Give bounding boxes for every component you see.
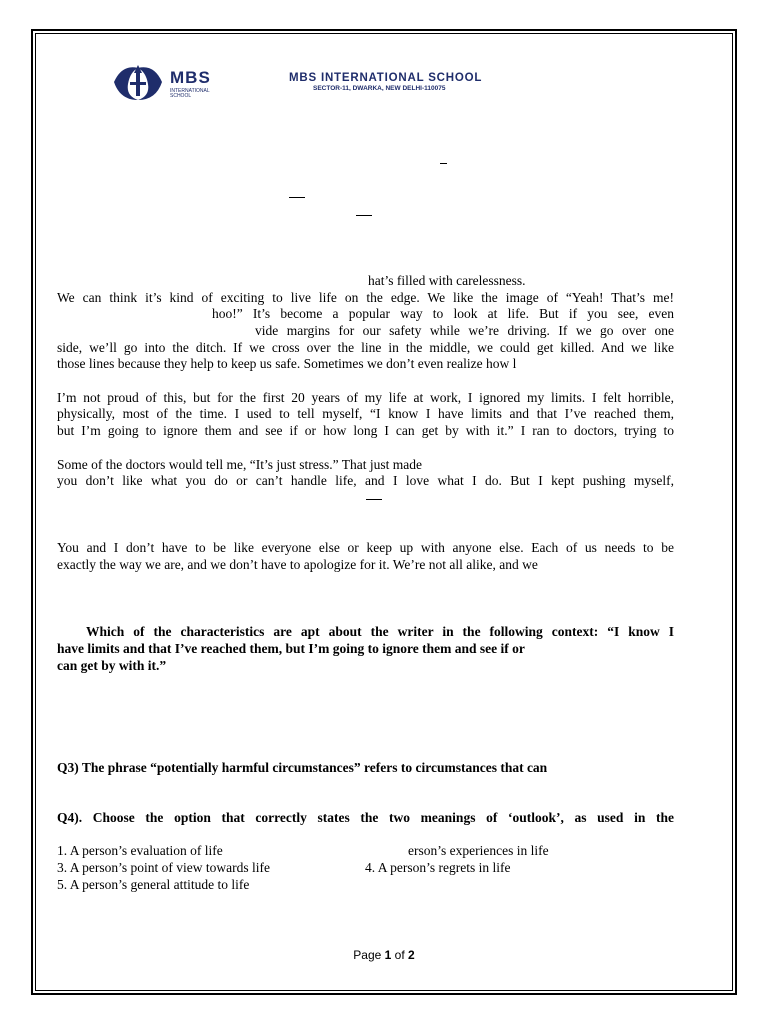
question-text: have limits and that I’ve reached them, but I’m going to ignore them and see if or xyxy=(57,641,525,656)
logo-subtext: INTERNATIONAL SCHOOL xyxy=(170,88,210,99)
passage-line: Some of the doctors would tell me, “It’s just stress.” That just made xyxy=(57,457,422,472)
passage-line: exactly the way we are, and we don’t have to apologize for it. We’re not all alike, and we xyxy=(57,557,538,572)
question-text: can get by with it.” xyxy=(57,658,167,673)
passage-line: those lines because they help to keep us safe. Sometimes we don’t even realize how l xyxy=(57,356,517,371)
passage-line: physically, most of the time. I used to tell myself, “I know I have limits and that I’ve reached them, xyxy=(57,406,674,421)
school-crest-icon xyxy=(108,62,168,102)
passage-line: You and I don’t have to be like everyone else or keep up with anyone else. Each of us needs to be xyxy=(57,540,674,555)
logo-text: MBS xyxy=(170,68,211,87)
passage-line: I’m not proud of this, but for the first 20 years of my life at work, I ignored my limits. I felt horrible, xyxy=(57,390,674,405)
blank-line xyxy=(289,197,305,198)
of-word: of xyxy=(394,948,405,962)
passage-line: hat’s filled with carelessness. xyxy=(368,273,526,288)
question-q4: Q4). Choose the option that correctly states the two meanings of ‘outlook’, as used in the xyxy=(57,810,674,825)
option-3: 3. A person’s point of view towards life xyxy=(57,860,270,875)
page-word: Page xyxy=(353,948,382,962)
option-5: 5. A person’s general attitude to life xyxy=(57,877,250,892)
passage-line: We can think it’s kind of exciting to live life on the edge. We like the image of “Yeah! That’s me! xyxy=(57,290,674,305)
question-text: Which of the characteristics are apt about the writer in the following context: “I know I xyxy=(86,624,674,639)
page-total: 2 xyxy=(408,948,415,962)
blank-line xyxy=(440,163,447,164)
blank-line xyxy=(356,215,372,216)
passage-line: side, we’ll go into the ditch. If we cross over the line in the middle, we could get killed. And we like xyxy=(57,340,674,355)
option-4: 4. A person’s regrets in life xyxy=(365,860,511,875)
question-q3: Q3) The phrase “potentially harmful circumstances” refers to circumstances that can xyxy=(57,760,548,775)
blank-line xyxy=(366,499,382,500)
page-current: 1 xyxy=(384,948,392,962)
school-name: MBS INTERNATIONAL SCHOOL xyxy=(289,72,483,84)
option-2: erson’s experiences in life xyxy=(408,843,549,858)
page-footer xyxy=(0,948,768,962)
option-1: 1. A person’s evaluation of life xyxy=(57,843,223,858)
passage-line: you don’t like what you do or can’t handle life, and I love what I do. But I kept pushing myself, xyxy=(57,473,674,488)
school-logo xyxy=(108,62,228,102)
passage-line: vide margins for our safety while we’re driving. If we go over one xyxy=(255,323,674,338)
passage-line: but I’m going to ignore them and see if or how long I can get by with it.” I ran to doctors, trying to xyxy=(57,423,674,438)
passage-line: hoo!” It’s become a popular way to look at life. But if you see, even xyxy=(212,306,674,321)
school-address: SECTOR-11, DWARKA, NEW DELHI-110075 xyxy=(313,85,446,92)
